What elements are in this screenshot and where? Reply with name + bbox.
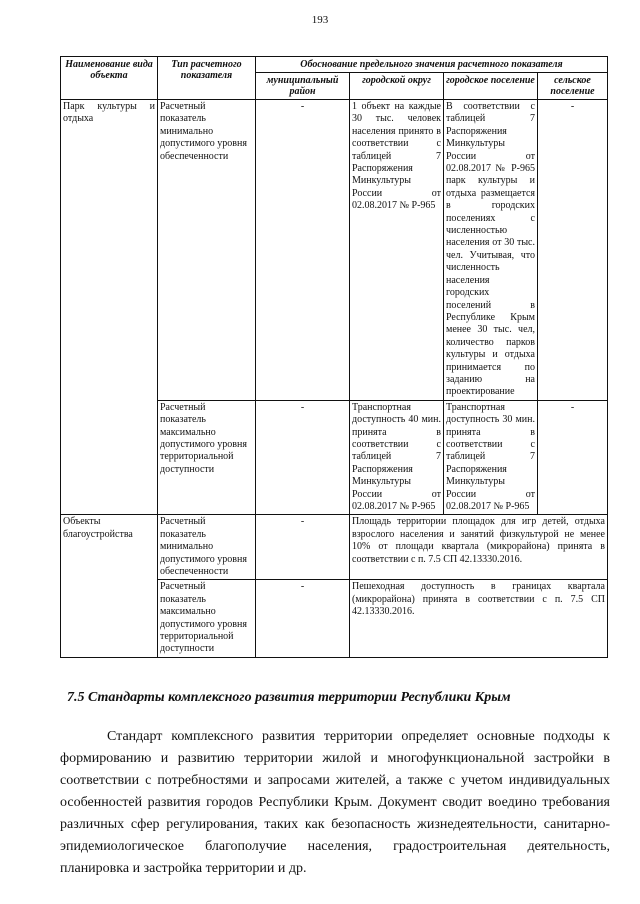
- city-cell: 1 объект на каждые 30 тыс. человек населения принято в соответствии с таблицей 7 Распоряжения Минкультуры России от 02.08.2017 № Р-965: [350, 100, 444, 401]
- section-title: 7.5 Стандарты комплексного развития территории Республики Крым: [67, 690, 511, 705]
- indicator-cell: Расчетный показатель минимально допустимого уровня обеспеченности: [158, 515, 256, 580]
- standards-table: [60, 56, 608, 658]
- merged-value-cell: Пешеходная доступность в границах квартала (микрорайона) принята в соответствии с п. 7.5 СП 42.13330.2016.: [350, 580, 608, 657]
- rural-cell: -: [538, 100, 608, 401]
- indicator-cell: Расчетный показатель максимально допустимого уровня территориальной доступности: [158, 400, 256, 515]
- section-paragraph: Стандарт комплексного развития территории определяет основные подходы к формированию и развитию территории жилой и многофункциональной застройки в соответствии с потребностями и запросами жителей, а также с учетом индивидуальных особенностей развития городов Республики Крым. Документ сводит воедино требования различных сфер регулирования, таких как безопасность жизнедеятельности, санитарно-эпидемиологическое благополучие населения, градостроительная деятельность, планировка и застройка территории и др.: [60, 729, 610, 876]
- object-cell: Парк культуры и отдыха: [61, 100, 158, 515]
- municipal-cell: -: [256, 400, 350, 515]
- table-header-row: [61, 57, 608, 73]
- header-justification: Обоснование предельного значения расчетного показателя: [256, 57, 608, 73]
- page-number: 193: [311, 14, 329, 26]
- merged-value-cell: Площадь территории площадок для игр детей, отдыха взрослого населения и занятий физкультурой не менее 10% от площади квартала (микрорайона) принята в соответствии с п. 7.5 СП 42.13330.2016.: [350, 515, 608, 580]
- header-urban-settlement: городское поселение: [444, 73, 538, 100]
- object-cell: Объекты благоустройства: [61, 515, 158, 657]
- table-row: [61, 515, 608, 580]
- municipal-cell: -: [256, 515, 350, 580]
- header-rural-settlement: сельское поселение: [538, 73, 608, 100]
- city-cell: Транспортная доступность 40 мин. принята в соответствии с таблицей 7 Распоряжения Минкультуры России от 02.08.2017 № Р-965: [350, 400, 444, 515]
- indicator-cell: Расчетный показатель максимально допустимого уровня территориальной доступности: [158, 580, 256, 657]
- municipal-cell: -: [256, 580, 350, 657]
- header-indicator-type: Тип расчетного показателя: [158, 57, 256, 100]
- table-row: [61, 100, 608, 401]
- rural-cell: -: [538, 400, 608, 515]
- header-object-type: Наименование вида объекта: [61, 57, 158, 100]
- header-city-district: городской округ: [350, 73, 444, 100]
- header-municipal: муниципальный район: [256, 73, 350, 100]
- urban-cell: Транспортная доступность 30 мин. принята в соответствии с таблицей 7 Распоряжения Минкультуры России от 02.08.2017 № Р-965: [444, 400, 538, 515]
- municipal-cell: -: [256, 100, 350, 401]
- urban-cell: В соответствии с таблицей 7 Распоряжения Минкультуры России от 02.08.2017 № Р-965 парк культуры и отдыха размещается в городских поселениях с численностью населения от 30 тыс. чел. Учитывая, что численность населения городских поселений в Республике Крым менее 30 тыс. чел, количество парков культуры и отдыха принимается по заданию на проектирование: [444, 100, 538, 401]
- indicator-cell: Расчетный показатель минимально допустимого уровня обеспеченности: [158, 100, 256, 401]
